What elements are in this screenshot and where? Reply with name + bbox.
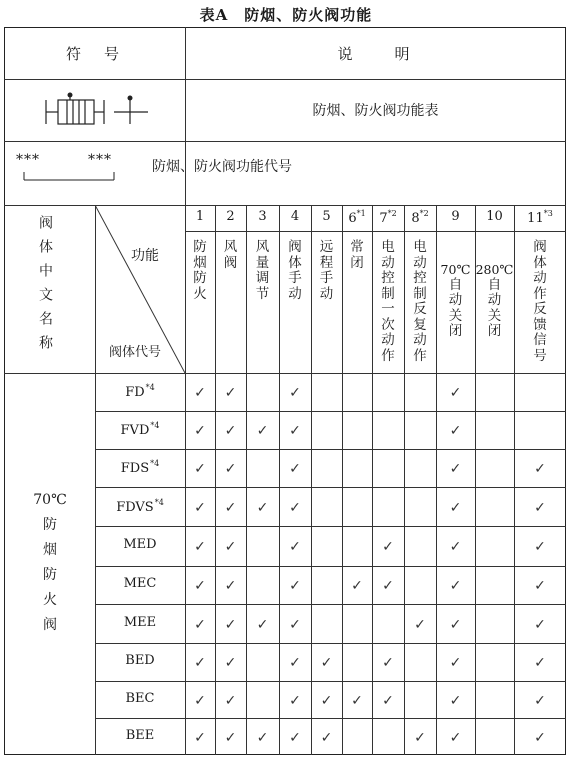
column-number [404, 209, 436, 226]
check-mark: ✓ [534, 499, 546, 516]
check-mark: ✓ [256, 499, 269, 516]
check-mark: ✓ [534, 729, 546, 746]
valve-code-text: FD [125, 385, 145, 400]
valve-code [95, 421, 185, 438]
check-mark: ✓ [289, 655, 301, 671]
column-footnote: *3 [543, 209, 553, 218]
check-mark: ✓ [449, 461, 462, 477]
column-number [279, 209, 311, 224]
damper-symbol-icon [40, 92, 170, 132]
check-mark: ✓ [449, 385, 462, 401]
check-mark: ✓ [289, 692, 301, 709]
check-mark: ✓ [382, 692, 394, 709]
valve-code [95, 459, 185, 476]
check-mark: ✓ [194, 539, 206, 555]
check-mark: ✓ [289, 539, 301, 555]
column-function-label: 电 动 控 制 反 复 动 作 [413, 239, 427, 364]
row-rule [95, 718, 566, 719]
check-mark: ✓ [449, 499, 462, 516]
valve-code [95, 576, 185, 591]
column-number-text: 11 [527, 211, 544, 226]
corner-function-label: 功能 [131, 248, 159, 264]
check-mark: ✓ [449, 692, 462, 709]
check-mark: ✓ [194, 578, 206, 594]
check-mark: ✓ [534, 616, 546, 633]
column-number-text: 5 [322, 209, 331, 224]
check-mark: ✓ [449, 578, 462, 594]
check-mark: ✓ [449, 423, 462, 439]
valve-code-footnote: *4 [154, 497, 164, 507]
valve-code [95, 653, 185, 668]
check-mark: ✓ [194, 729, 206, 746]
row-rule [95, 643, 566, 644]
check-mark: ✓ [194, 385, 206, 401]
check-mark: ✓ [256, 423, 269, 439]
check-mark: ✓ [449, 655, 462, 671]
valve-code-footnote: *4 [145, 383, 155, 392]
column-function-label: 阀 体 动 作 反 馈 信 号 [533, 239, 547, 364]
corner-code-label: 阀体代号 [108, 344, 161, 360]
col-divider [215, 205, 216, 755]
check-mark: ✓ [449, 729, 462, 746]
function-code-right: *** [88, 152, 112, 168]
check-mark: ✓ [382, 655, 394, 671]
column-number [311, 209, 342, 224]
check-mark: ✓ [224, 655, 237, 671]
check-mark: ✓ [289, 385, 301, 401]
row-rule [95, 526, 566, 527]
check-mark: ✓ [320, 655, 333, 671]
valve-code-text: FDS [120, 461, 150, 476]
check-mark: ✓ [320, 692, 333, 709]
column-number [342, 209, 372, 226]
check-mark: ✓ [320, 729, 333, 746]
header-bottom-rule [4, 373, 566, 374]
check-mark: ✓ [194, 616, 206, 633]
check-mark: ✓ [449, 539, 462, 555]
function-code-left: *** [16, 152, 40, 168]
check-mark: ✓ [194, 461, 206, 477]
valve-code-text: FDVS [116, 499, 154, 515]
column-number-text: 3 [258, 209, 267, 224]
check-mark: ✓ [224, 578, 237, 594]
valve-code [95, 537, 185, 552]
check-mark: ✓ [224, 539, 237, 555]
column-function-label: 阀 体 手 动 [288, 239, 302, 302]
check-mark: ✓ [256, 729, 269, 746]
check-mark: ✓ [256, 616, 269, 633]
column-number [372, 209, 404, 226]
description-header: 说 明 [337, 44, 414, 63]
check-mark: ✓ [351, 692, 363, 709]
row-rule [95, 604, 566, 605]
column-number-text: 7 [379, 211, 388, 226]
valve-code [95, 691, 185, 706]
column-number [514, 209, 566, 226]
valve-code-text: BEE [125, 727, 155, 743]
column-function-label: 防 烟 防 火 [193, 239, 207, 302]
row-rule [95, 566, 566, 567]
check-mark: ✓ [414, 729, 426, 746]
function-code-label: 防烟、防火阀功能代号 [152, 159, 292, 175]
valve-code-text: MEC [123, 576, 157, 591]
check-mark: ✓ [194, 423, 206, 439]
column-number [436, 209, 475, 224]
valve-code [95, 728, 185, 743]
row-rule [95, 411, 566, 412]
check-mark: ✓ [289, 616, 301, 633]
valve-code-text: BED [125, 653, 155, 668]
column-number-text: 9 [451, 209, 460, 224]
valve-code-text: FVD [120, 423, 150, 438]
row-rule [95, 487, 566, 488]
column-number [215, 209, 246, 224]
valve-code [95, 498, 185, 515]
row-rule [95, 449, 566, 450]
rule [4, 205, 566, 206]
num-row-rule [185, 231, 566, 232]
column-number [185, 209, 215, 224]
check-mark: ✓ [414, 616, 426, 633]
row-rule [95, 681, 566, 682]
valve-code-footnote: *4 [150, 421, 160, 430]
column-number-text: 10 [486, 209, 503, 224]
column-number-text: 8 [411, 211, 420, 226]
check-mark: ✓ [224, 692, 237, 709]
column-function-label: 常 闭 [350, 239, 364, 271]
check-mark: ✓ [194, 499, 206, 516]
check-mark: ✓ [224, 385, 237, 401]
valve-code [95, 615, 185, 630]
check-mark: ✓ [534, 461, 546, 477]
check-mark: ✓ [449, 616, 462, 633]
group-label: 70℃ 防 烟 防 火 阀 [33, 492, 67, 633]
check-mark: ✓ [289, 461, 301, 477]
check-mark: ✓ [224, 729, 237, 746]
column-function-label: 280℃ 自 动 关 闭 [475, 262, 514, 339]
check-mark: ✓ [534, 578, 546, 594]
check-mark: ✓ [534, 539, 546, 555]
valve-code-footnote: *4 [150, 459, 160, 468]
column-function-label: 电 动 控 制 一 次 动 作 [381, 239, 395, 364]
column-function-label: 风 量 调 节 [255, 239, 270, 302]
check-mark: ✓ [289, 423, 301, 439]
column-function-label: 风 阀 [223, 239, 238, 271]
check-mark: ✓ [224, 423, 237, 439]
check-mark: ✓ [534, 692, 546, 709]
column-number [246, 209, 279, 224]
column-number-text: 6 [348, 211, 357, 226]
check-mark: ✓ [534, 655, 546, 671]
column-function-label: 70℃ 自 动 关 闭 [440, 262, 471, 339]
symbol-header: 符 号 [65, 44, 123, 63]
check-mark: ✓ [194, 692, 206, 709]
column-footnote: *2 [419, 209, 429, 218]
code-bracket-icon [14, 172, 134, 184]
check-mark: ✓ [224, 499, 237, 516]
column-footnote: *1 [356, 209, 366, 218]
rule [4, 141, 566, 142]
check-mark: ✓ [351, 578, 363, 594]
check-mark: ✓ [194, 655, 206, 671]
check-mark: ✓ [382, 578, 394, 594]
check-mark: ✓ [224, 461, 237, 477]
check-mark: ✓ [289, 578, 301, 594]
check-mark: ✓ [289, 729, 301, 746]
check-mark: ✓ [289, 499, 301, 516]
check-mark: ✓ [382, 539, 394, 555]
column-function-label: 远 程 手 动 [319, 239, 334, 302]
valve-code-text: BEC [125, 690, 155, 706]
symbol-description: 防烟、防火阀功能表 [312, 103, 439, 119]
valve-code-text: MEE [123, 614, 157, 630]
table-title: 表A 防烟、防火阀功能 [199, 6, 373, 24]
column-number-text: 1 [195, 209, 205, 224]
col-divider [342, 205, 343, 755]
column-footnote: *2 [387, 209, 397, 218]
column-number [475, 209, 514, 224]
check-mark: ✓ [224, 616, 237, 633]
valve-code [95, 383, 185, 400]
column-number-text: 4 [290, 209, 300, 224]
valve-chinese-name-header: 阀体中文名称 [37, 215, 53, 359]
column-number-text: 2 [226, 209, 235, 224]
valve-code-text: MED [123, 537, 157, 552]
